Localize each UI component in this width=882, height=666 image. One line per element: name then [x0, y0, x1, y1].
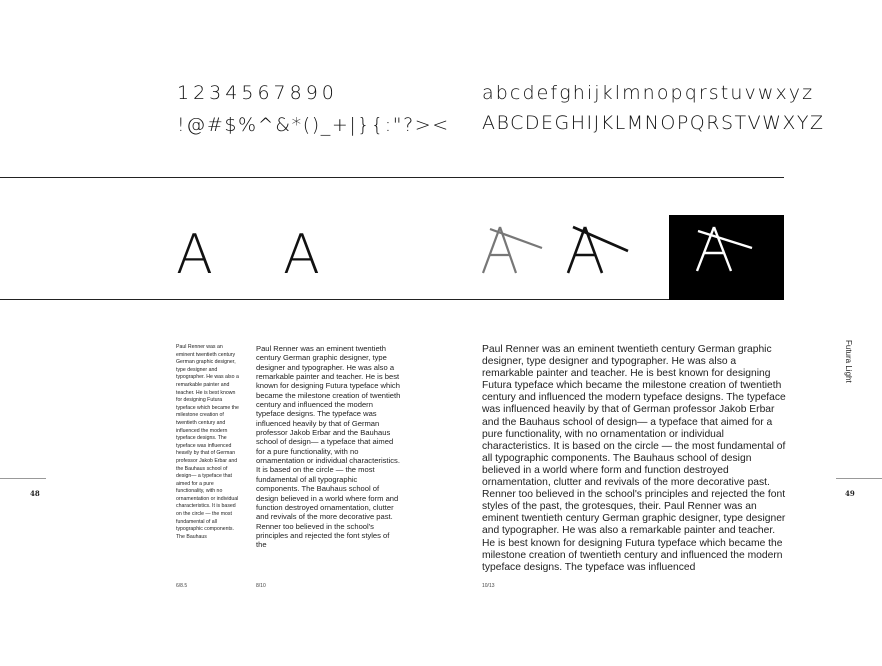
size-label-large: 10/13 — [482, 583, 495, 589]
right-page-rule — [836, 478, 882, 479]
uppercase-row: ABCDEGHIJKLMNOPQRSTVWXYZ — [482, 112, 825, 134]
construction-a-gray — [483, 227, 542, 273]
font-name-label: Futura Light — [844, 340, 853, 383]
size-label-small: 6/8.5 — [176, 583, 188, 589]
letter-a-plain-second: A — [283, 223, 320, 286]
symbols-row: !@#$%^&*()_+|}{:"?>< — [177, 114, 450, 136]
text-column-medium: Paul Renner was an eminent twentieth century German graphic designer, type designer and typographer. He was also a remarkable painter and teacher. He is best known for designing Futura typeface which became the milestone creation of twentieth century and influenced the modern typeface designs. The typeface was influenced heavily by that of German professor Jakob Erbar and the Bauhaus school of design— a typeface that aimed for a pure functionality, with no ornamentation or individual characteristics. It is based on the circle — the most fundamental of all typographic components. The Bauhaus school of design believed in a world where form and function destroyed ornamentation, clutter and revivals of the more decorative past. Renner too believed in the school's principles and rejected the font styles of the — [256, 344, 401, 550]
band-top-rule — [0, 177, 784, 178]
left-page-number: 48 — [30, 489, 40, 498]
letter-construction-studies — [470, 215, 790, 305]
construction-a-black — [568, 227, 628, 273]
lowercase-row: abcdefghijklmnopqrstuvwxyz — [482, 82, 815, 104]
right-page-number: 49 — [845, 489, 855, 498]
letter-a-plain: A — [176, 223, 213, 286]
numerals-row: 1234567890 — [177, 82, 338, 104]
text-column-small: Paul Renner was an eminent twentieth century German graphic designer, type designer and typographer. He was also a remarkable painter and teacher. He is best known for designing Futura typeface which became the milestone creation of twentieth century and influenced the modern typeface designs. The typeface was influenced heavily by that of German professor Jakob Erbar and the Bauhaus school of design— a typeface that aimed for a pure functionality, with no ornamentation or individual characteristics. It is based on the circle — the most fundamental of all typographic components. The Bauhaus — [176, 344, 239, 540]
left-page-rule — [0, 478, 46, 479]
text-column-large: Paul Renner was an eminent twentieth century German graphic designer, type designer and typographer. He was also a remarkable painter and teacher. He is best known for designing Futura typeface which became the milestone creation of twentieth century and influenced the modern typeface designs. The typeface was influenced heavily by that of German professor Jakob Erbar and the Bauhaus school of design— a typeface that aimed for a pure functionality, with no ornamentation or individual characteristics. It is based on the circle — the most fundamental of all typographic components. The Bauhaus school of design believed in a world where form and function destroyed ornamentation, clutter and revivals of the more decorative past. Renner too believed in the school's principles and rejected the font styles of the past, the grotesques, their. Paul Renner was an eminent twentieth century German graphic designer, type designer and typographer. He was also a remarkable painter and teacher. He is best known for designing Futura typeface which became the milestone creation of twentieth century and influenced the modern typeface designs. The typeface was influenced — [482, 344, 786, 573]
size-label-medium: 8/10 — [256, 583, 266, 589]
